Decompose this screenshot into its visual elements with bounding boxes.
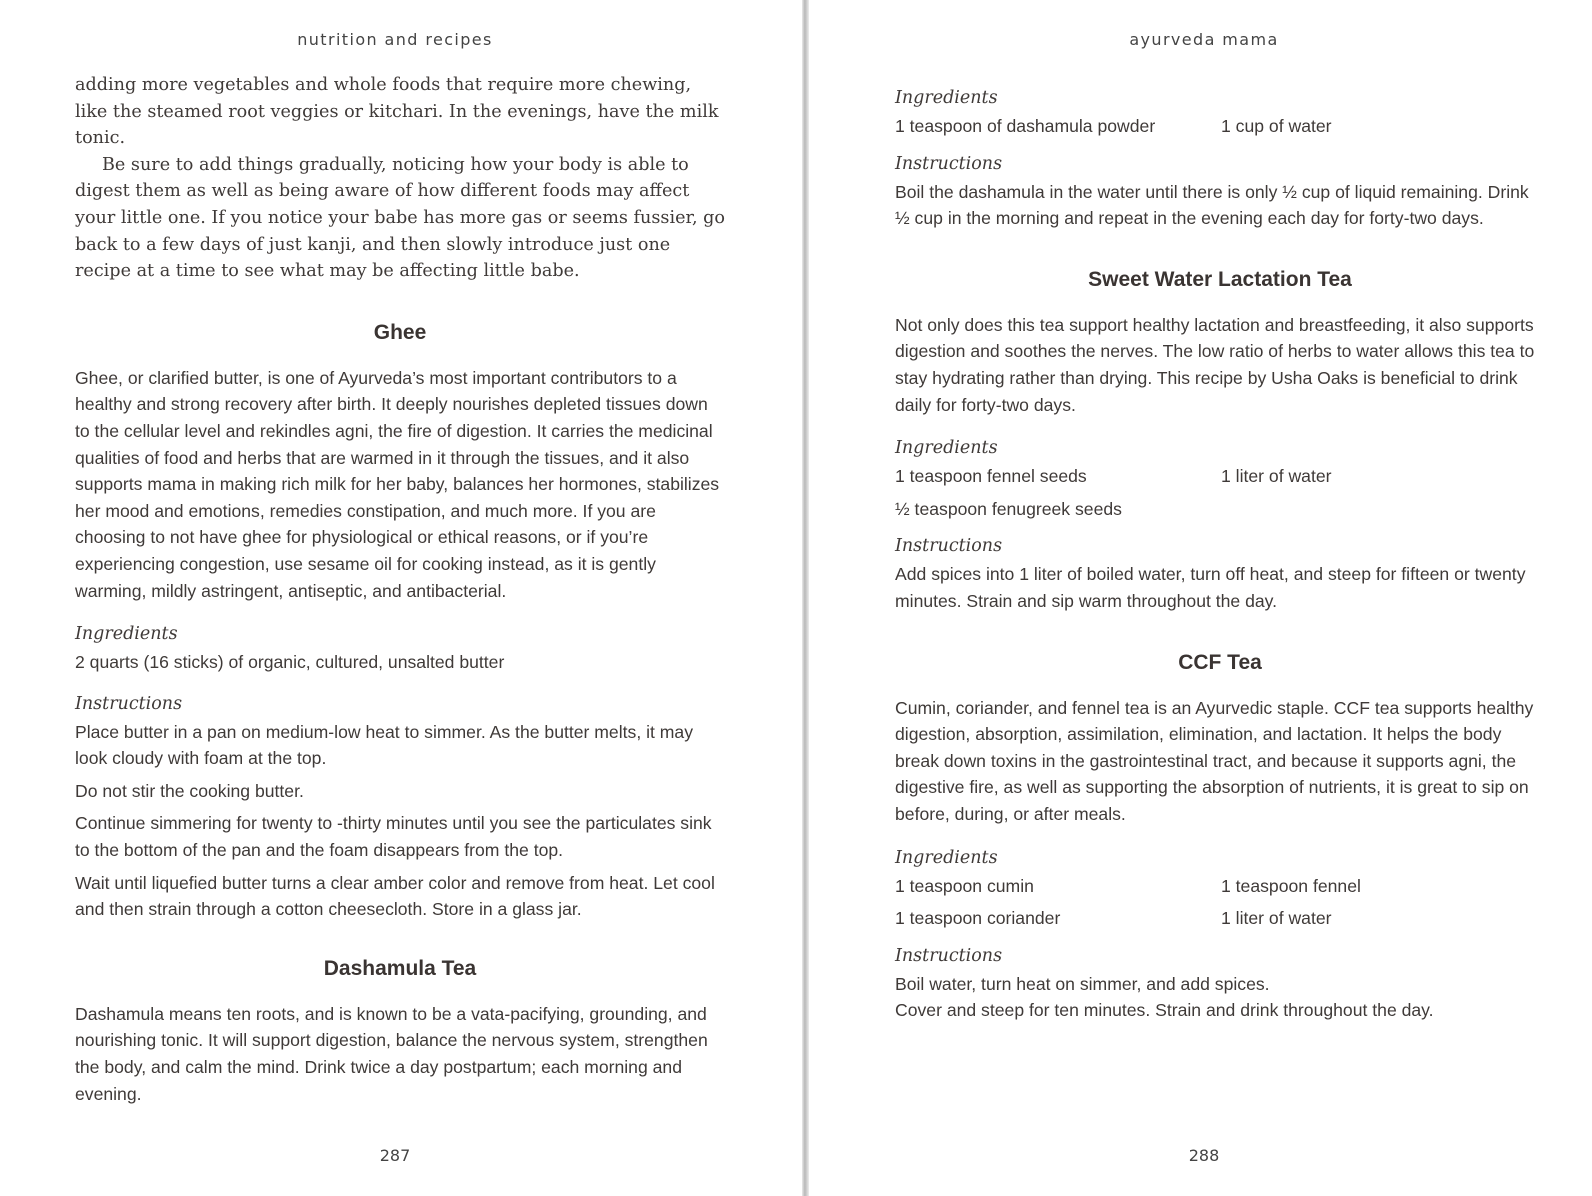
sweet-water-instructions-heading: Instructions — [895, 536, 1003, 557]
recipe-title-ccf: CCF Tea — [1178, 650, 1262, 674]
page-number-right: 288 — [1188, 1146, 1220, 1165]
recipe-title-ghee: Ghee — [373, 320, 427, 344]
instruction-step: Wait until liquefied butter turns a clear amber color and remove from heat. Let cool and then strain through a cotton cheesecloth. Store in a glass jar. — [75, 872, 715, 920]
dashamula-description-text: Dashamula means ten roots, and is known to be a vata-pacifying, grounding, and nourishing tonic. It will support digestion, balance the nervous system, strengthen the body, and calm the mind. Drink twice a day postpartum; each morning and evening. — [75, 1003, 708, 1104]
right-page — [809, 0, 1592, 1196]
ccf-instructions — [895, 971, 1545, 1024]
ccf-description-text: Cumin, coriander, and fennel tea is an Ayurvedic staple. CCF tea supports healthy digestion, absorption, assimilation, elimination, and lactation. It helps the body break down toxins in the gastrointestinal tract, and because it supports agni, the digestive fire, as well as supporting the absorption of nutrients, it is great to sip on before, during, or after meals. — [895, 697, 1534, 824]
ghee-description — [75, 365, 725, 604]
ingredient-item: 1 liter of water — [1221, 466, 1332, 487]
sweet-water-description-text: Not only does this tea support healthy lactation and breastfeeding, it also supports digestion and soothes the nerves. The low ratio of herbs to water allows this tea to stay hydrating rather than drying. This recipe by Usha Oaks is beneficial to drink daily for forty-two days. — [895, 314, 1535, 415]
ingredient-item: 1 cup of water — [1221, 116, 1332, 136]
intro-text — [75, 72, 725, 285]
ghee-ingredients-list — [75, 649, 725, 676]
dashamula-ingredients-heading: Ingredients — [895, 88, 998, 108]
left-page-content — [75, 72, 725, 1113]
dashamula-ingredients-grid — [895, 113, 1545, 140]
intro-paragraph-2: Be sure to add things gradually, noticing how your body is able to digest them as well as being aware of how different foods may affect your little one. If you notice your babe has more gas or seems fussier, go back to a few days of just kanji, and then slowly introduce just one recipe at a time to see what may be affecting little babe. — [75, 154, 725, 282]
sweet-water-ingredients-grid — [895, 463, 1545, 522]
sweet-water-description — [895, 312, 1545, 418]
ccf-ingredients-heading: Ingredients — [895, 847, 998, 868]
dashamula-description — [75, 1001, 725, 1107]
book-gutter — [802, 0, 809, 1196]
running-head-right: ayurveda mama — [1129, 30, 1279, 49]
instruction-step: Cover and steep for ten minutes. Strain and drink throughout the day. — [895, 1000, 1434, 1021]
ghee-instructions-heading: Instructions — [75, 693, 183, 714]
page-number-left: 287 — [379, 1146, 411, 1165]
dashamula-instructions-heading: Instructions — [895, 153, 1003, 174]
ghee-ingredients-heading: Ingredients — [75, 624, 178, 645]
ghee-description-text: Ghee, or clarified butter, is one of Ayurveda’s most important contributors to a healthy and strong recovery after birth. It deeply nourishes depleted tissues down to the cellular level and rekindles agni, the fire of digestion. It carries the medicinal qualities of food and herbs that are warmed in it through the tissues, and it also supports mama in making rich milk for her baby, balances her hormones, stabilizes her mood and emotions, remedies constipation, and much more. If you are choosing to not have ghee for physiological or ethical reasons, or if you’re experiencing congestion, use sesame oil for cooking instead, as it is gently warming, mildly astringent, antiseptic, and antibacterial. — [75, 367, 720, 601]
ingredient-item: 1 teaspoon fennel seeds — [895, 466, 1087, 487]
ingredient-item: 1 liter of water — [1221, 908, 1332, 929]
ccf-ingredients-grid — [895, 873, 1545, 932]
instruction-step: Place butter in a pan on medium-low heat to simmer. As the butter melts, it may look cloudy with foam at the top. — [75, 721, 694, 769]
dashamula-instructions — [895, 179, 1545, 232]
ingredient-item: 1 teaspoon of dashamula powder — [895, 116, 1156, 136]
sweet-water-instructions-text: Add spices into 1 liter of boiled water, turn off heat, and steep for fifteen or twenty minutes. Strain and sip warm throughout the day. — [895, 564, 1526, 611]
instruction-step: Do not stir the cooking butter. — [75, 780, 304, 801]
ingredient-item: 1 teaspoon coriander — [895, 908, 1061, 929]
instruction-step: Continue simmering for twenty to -thirty minutes until you see the particulates sink to the bottom of the pan and the foam disappears from the top. — [75, 813, 712, 861]
running-head-left: nutrition and recipes — [297, 30, 493, 49]
right-page-content — [895, 88, 1545, 1024]
dashamula-instructions-text: Boil the dashamula in the water until there is only ½ cup of liquid remaining. Drink ½ cup in the morning and repeat in the evening each day for forty-two days. — [895, 181, 1529, 229]
ghee-instructions — [75, 719, 725, 923]
recipe-title-dashamula: Dashamula Tea — [323, 956, 477, 980]
ingredient-item: ½ teaspoon fenugreek seeds — [895, 498, 1122, 519]
ingredient-item: 1 teaspoon fennel — [1221, 875, 1361, 896]
ingredient-item: 2 quarts (16 sticks) of organic, cultured, unsalted butter — [75, 652, 505, 673]
ingredient-item: 1 teaspoon cumin — [895, 875, 1034, 896]
intro-paragraph-1: adding more vegetables and whole foods that require more chewing, like the steamed root veggies or kitchari. In the evenings, have the milk tonic. — [75, 75, 719, 149]
ccf-description — [895, 695, 1545, 828]
sweet-water-ingredients-heading: Ingredients — [895, 438, 998, 459]
recipe-title-sweet-water: Sweet Water Lactation Tea — [1088, 267, 1352, 291]
sweet-water-instructions — [895, 561, 1545, 614]
instruction-step: Boil water, turn heat on simmer, and add spices. — [895, 973, 1270, 994]
ccf-instructions-heading: Instructions — [895, 945, 1003, 966]
